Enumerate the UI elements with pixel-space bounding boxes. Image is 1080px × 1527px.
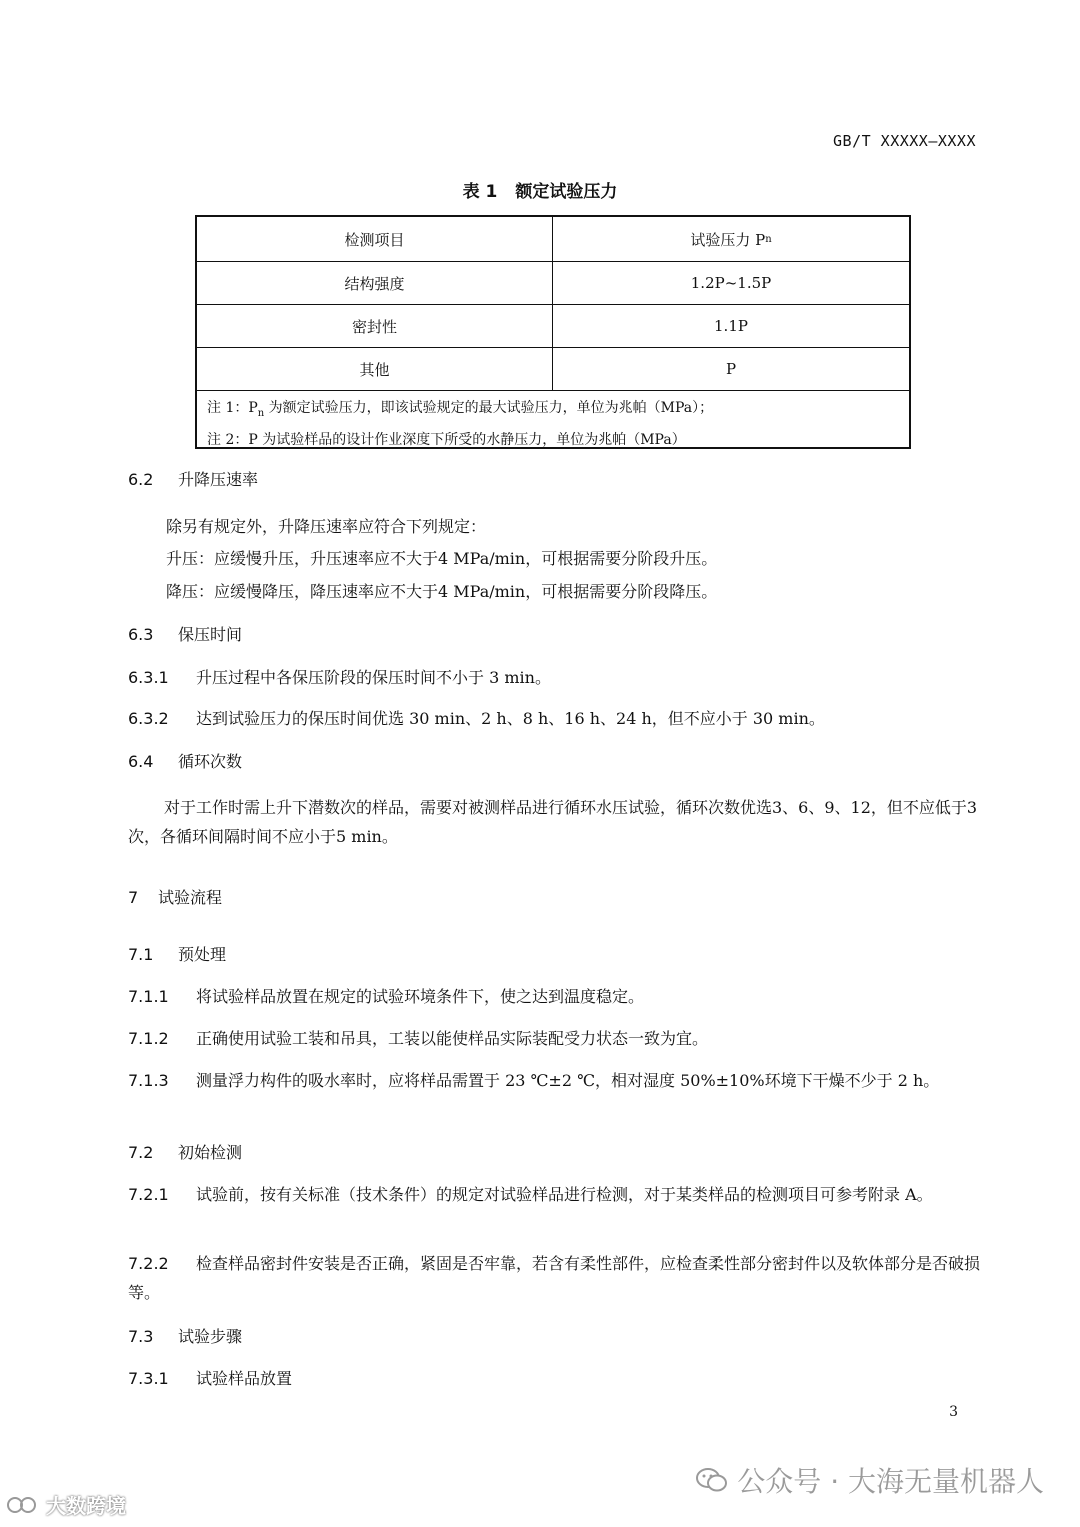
section-heading-6-4: 6.4 循环次数: [128, 752, 243, 771]
section-heading-7: 7 试验流程: [128, 888, 223, 907]
table-notes: [197, 391, 909, 447]
watermark-text: 公众号 · 大海无量机器人: [737, 1465, 1044, 1498]
clause-7-2-1: 7.2.1 试验前，按有关标准（技术条件）的规定对试验样品进行检测，对于某类样品的检测项目可参考附录 A。: [128, 1185, 933, 1204]
section-heading-6-3: 6.3 保压时间: [128, 625, 243, 644]
paragraph: 升压：应缓慢升压，升压速率应不大于4 MPa/min，可根据需要分阶段升压。: [166, 549, 718, 568]
row-pressure: 1.2P~1.5P: [690, 274, 772, 292]
table-note-1: 注 1：$P_n$ 为额定试验压力，即该试验规定的最大试验压力，单位为兆帕（MPa）；: [207, 400, 714, 419]
clause-7-1-1: 7.1.1 将试验样品放置在规定的试验环境条件下，使之达到温度稳定。: [128, 987, 645, 1006]
table-caption-number: 表 1: [462, 182, 498, 202]
table-caption: [0, 177, 1080, 202]
row-item: 结构强度: [197, 262, 553, 304]
table-row: [197, 348, 909, 391]
row-pressure: 1.1P: [714, 317, 748, 335]
paragraph-6-4: 对于工作时需上升下潜数次的样品，需要对被测样品进行循环水压试验，循环次数优选3、6、9、12，但不应低于3次，各循环间隔时间不应小于5 min。: [128, 798, 978, 846]
table-row: [197, 305, 909, 348]
header-pressure: 试验压力 P n: [690, 230, 772, 249]
clause-7-1-3: 7.1.3 测量浮力构件的吸水率时，应将样品需置于 23 ℃±2 ℃，相对湿度 50%±10%环境下干燥不少于 2 h。: [128, 1071, 940, 1090]
section-heading-7-1: 7.1 预处理: [128, 945, 227, 964]
paragraph: 除另有规定外，升降压速率应符合下列规定：: [166, 517, 487, 536]
clause-7-3-1: 7.3.1 试验样品放置: [128, 1369, 293, 1388]
wechat-icon: [695, 1466, 729, 1494]
clause-6-3-1: 6.3.1 升压过程中各保压阶段的保压时间不小于 3 min。: [128, 668, 551, 687]
header-item: 检测项目: [197, 217, 553, 261]
table-caption-title: 额定试验压力: [515, 182, 618, 202]
row-item: 密封性: [197, 305, 553, 347]
document-id: GB/T XXXXX—XXXX: [833, 132, 976, 150]
row-item: 其他: [197, 348, 553, 390]
row-pressure: P: [725, 360, 737, 378]
paragraph: 降压：应缓慢降压，降压速率应不大于4 MPa/min，可根据需要分阶段降压。: [166, 582, 718, 601]
table-row: [197, 262, 909, 305]
test-pressure-table: [195, 215, 911, 449]
clause-7-1-2: 7.1.2 正确使用试验工装和吊具，工装以能使样品实际装配受力状态一致为宜。: [128, 1029, 709, 1048]
corner-logo-icon: [6, 1493, 40, 1517]
page-number: 3: [949, 1404, 958, 1420]
section-heading-6-2: 6.2 升降压速率: [128, 470, 259, 489]
clause-7-2-2: 7.2.2 检查样品密封件安装是否正确，紧固是否牢靠，若含有柔性部件，应检查柔性部分密封件以及软体部分是否破损等。: [128, 1254, 981, 1302]
section-heading-7-2: 7.2 初始检测: [128, 1143, 243, 1162]
section-heading-7-3: 7.3 试验步骤: [128, 1327, 243, 1346]
corner-watermark-text: 大数跨境: [46, 1494, 126, 1518]
watermark: [695, 1460, 1044, 1500]
table-note-2: 注 2：P 为试验样品的设计作业深度下所受的水静压力，单位为兆帕（MPa）: [207, 431, 686, 448]
clause-6-3-2: 6.3.2 达到试验压力的保压时间优选 30 min、2 h、8 h、16 h、24 h，但不应小于 30 min。: [128, 709, 825, 728]
table-header-row: [197, 217, 909, 262]
corner-watermark: [6, 1490, 126, 1519]
